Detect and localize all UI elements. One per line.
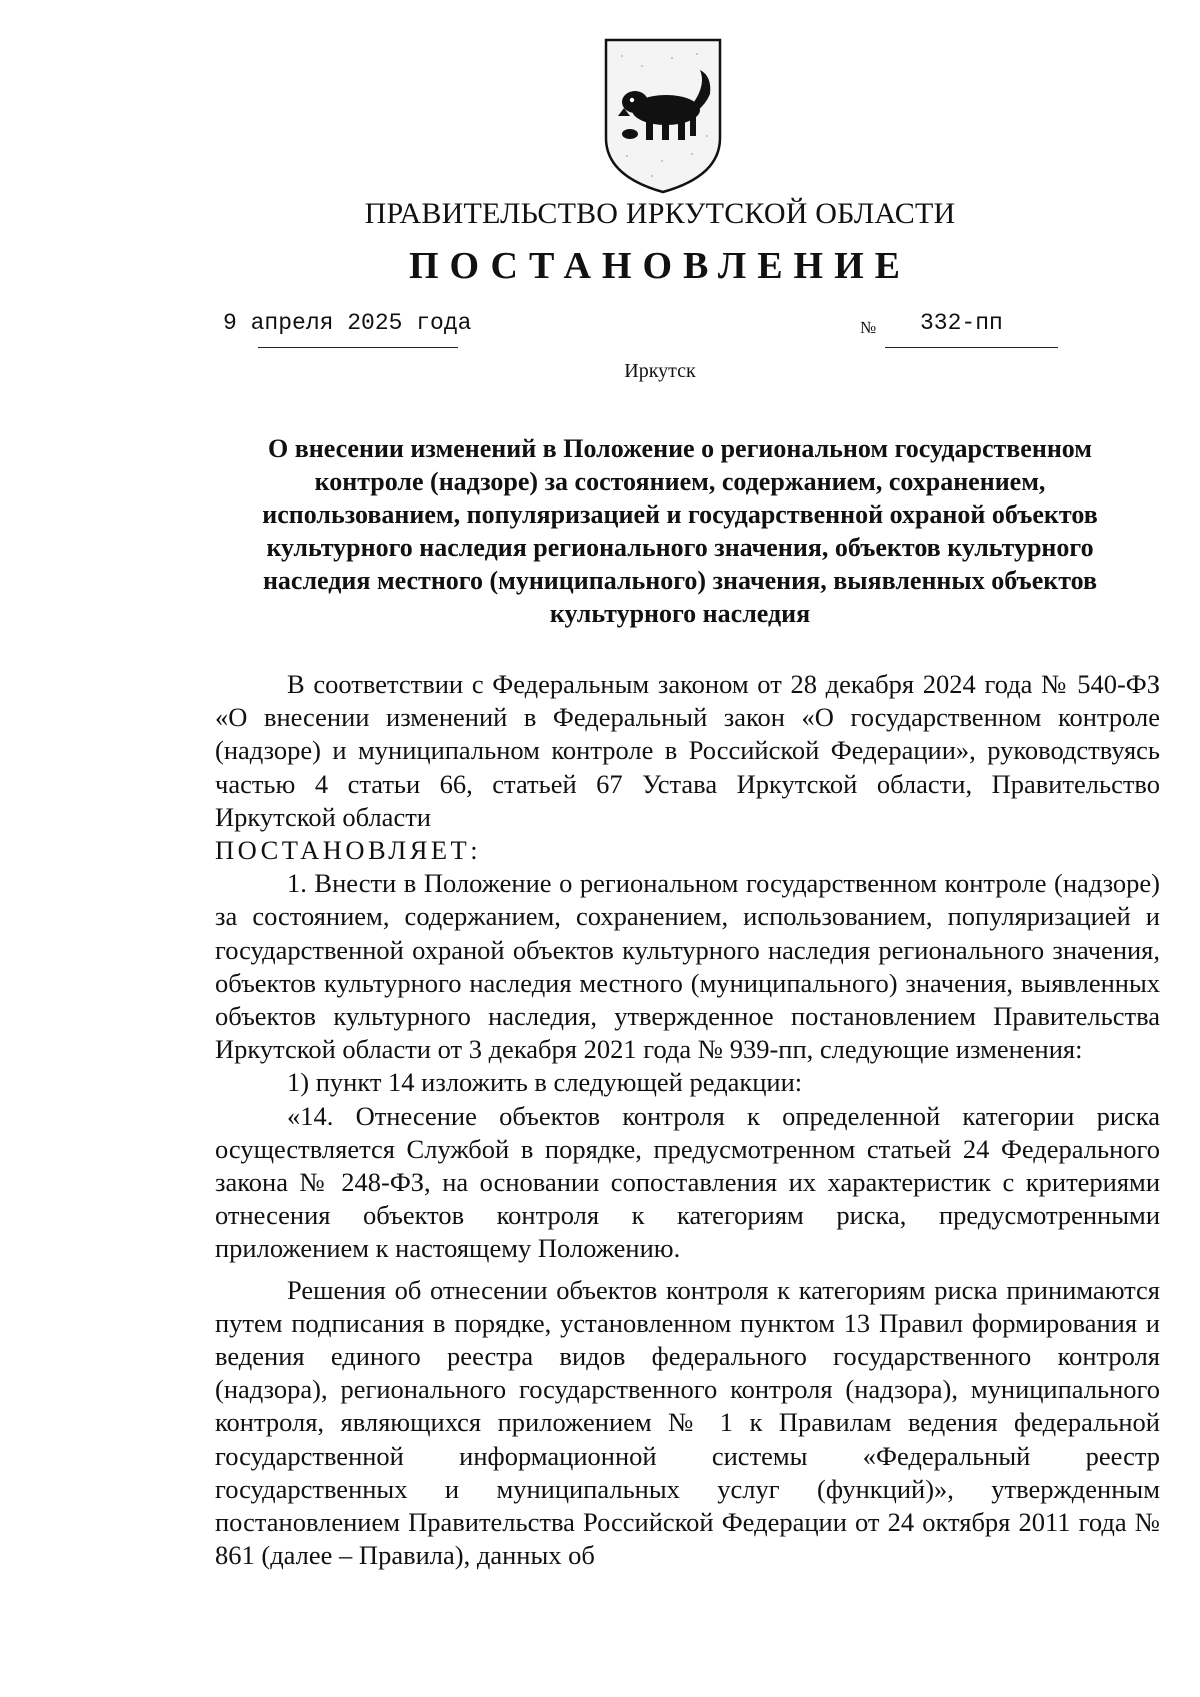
quote-paragraph-2: Решения об отнесении объектов контроля к категориям риска принимаются путем подписания в порядке, установленном пунктом 13 Правил формирования и ведения единого реестра видов федерального государственного контроля (надзора), регионального государственного контроля (надзора), муниципального контроля, являющихся приложением № 1 к Правилам ведения федеральной государственной информационной системы «Федеральный реестр государственных и муниципальных услуг (функций)», утвержденным постановлением Правительства Российской Федерации от 24 октября 2011 года № 861 (далее – Правила), данных об	[215, 1274, 1160, 1571]
subitem-1-paragraph: 1) пункт 14 изложить в следующей редакции:	[287, 1067, 803, 1098]
document-body	[215, 668, 1160, 1572]
organization-name: ПРАВИТЕЛЬСТВО ИРКУТСКОЙ ОБЛАСТИ	[364, 197, 956, 230]
document-title: О внесении изменений в Положение о региональном государственном контроле (надзоре) за состоянием, содержанием, сохранением, использованием, популяризацией и государственной охраной объектов культурного наследия регионального значения, объектов культурного наследия местного (муниципального) значения, выявленных объектов культурного наследия	[262, 434, 1098, 628]
irkutsk-coat-of-arms-icon	[602, 36, 724, 196]
document-date: 9 апреля 2025 года	[223, 310, 472, 336]
city-name: Иркутск	[624, 360, 696, 382]
number-sign: №	[860, 318, 877, 337]
item-1-paragraph: 1. Внести в Положение о региональном государственном контроле (надзоре) за состоянием, содержанием, сохранением, использованием, популяризацией и государственной охраной объектов культурного наследия регионального значения, объектов культурного наследия местного (муниципального) значения, выявленных объектов культурного наследия, утвержденное постановлением Правительства Иркутской области от 3 декабря 2021 года № 939-пп, следующие изменения:	[215, 868, 1160, 1065]
preamble-paragraph: В соответствии с Федеральным законом от 28 декабря 2024 года № 540-ФЗ «О внесении изменений в Федеральный закон «О государственном контроле (надзоре) и муниципальном контроле в Российской Федерации», руководствуясь частью 4 статьи 66, статьей 67 Устава Иркутской области, Правительство Иркутской области	[215, 669, 1160, 832]
number-underline	[885, 347, 1058, 348]
quote-paragraph-1: «14. Отнесение объектов контроля к определенной категории риска осуществляется Службой в порядке, предусмотренном статьей 24 Федерального закона № 248-ФЗ, на основании сопоставления их характеристик с критериями отнесения объектов контроля к категориям риска, предусмотренными приложением к настоящему Положению.	[215, 1100, 1160, 1264]
document-type: ПОСТАНОВЛЕНИЕ	[408, 245, 912, 287]
date-underline	[258, 347, 458, 348]
document-number: 332-пп	[920, 310, 1003, 336]
decree-word: ПОСТАНОВЛЯЕТ:	[215, 835, 482, 866]
